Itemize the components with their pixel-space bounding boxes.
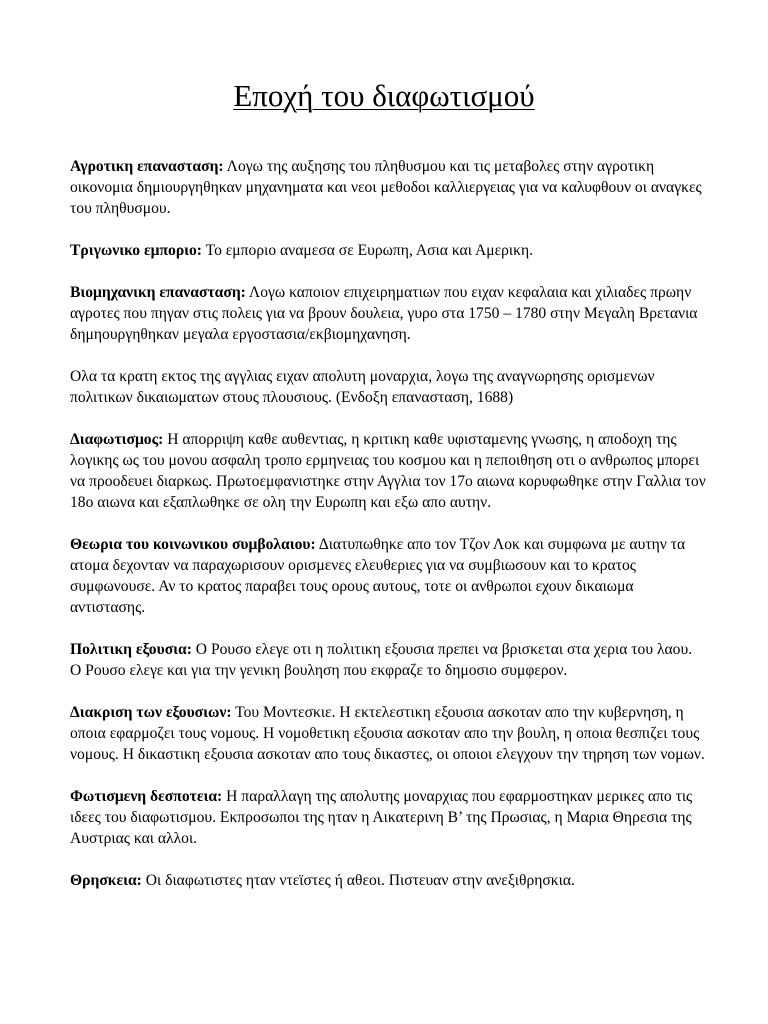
term-label: Θρησκεια:	[70, 872, 142, 889]
document-body	[70, 156, 706, 912]
document-title: Εποχή του διαφωτισμού	[233, 78, 535, 113]
paragraph-separation-of-powers	[70, 702, 706, 765]
paragraph-text: Η απορριψη καθε αυθεντιας, η κριτικη καθε υφισταμενης γνωσης, η αποδοχη της λογικης ως του μονου ασφαλη τροπο ερμηνειας του κοσμου και η πεποιθηση οτι ο ανθρωπος μπορει να προοδευει διαρκως. Πρωτοεμφανιστηκε στην Αγγλια τον 17ο αιωνα κορυφωθηκε στην Γαλλια τον 18ο αιωνα και εξαπλωθηκε σε ολη την Ευρωπη και εξω απο αυτην.	[70, 431, 706, 511]
paragraph-religion	[70, 870, 706, 891]
term-label: Πολιτικη εξουσια:	[70, 641, 192, 658]
term-label: Βιομηχανικη επανασταση:	[70, 284, 246, 301]
term-label: Διαφωτισμος:	[70, 431, 164, 448]
term-label: Αγροτικη επανασταση:	[70, 158, 224, 175]
paragraph-text: Ολα τα κρατη εκτος της αγγλιας ειχαν απολυτη μοναρχια, λογω της αναγνωρησης ορισμενων πολιτικων δικαιωματων στους πλουσιους. (Ενδοξη επανασταση, 1688)	[70, 368, 655, 406]
term-label: Θεωρια του κοινωνικου συμβολαιου:	[70, 536, 316, 553]
paragraph-text: Οι διαφωτιστες ηταν ντεϊστες ή αθεοι. Πιστευαν στην ανεξιθρησκια.	[141, 872, 575, 889]
paragraph-text: Λογω καποιον επιχειρηματιων που ειχαν κεφαλαια και χιλιαδες πρωην αγροτες που πηγαν στις πολεις για να βρουν δουλεια, γυρο στα 1750 – 1780 στην Μεγαλη Βρετανια δημηουργηθηκαν μεγαλα εργοστασια/εκβιομηχανηση.	[70, 284, 698, 343]
paragraph-political-power	[70, 639, 706, 681]
paragraph-enlightened-despotism	[70, 786, 706, 849]
paragraph-absolute-monarchy	[70, 366, 706, 408]
paragraph-text: Του Μοντεσκιε. Η εκτελεστικη εξουσια ασκοταν απο την κυβερνηση, η οποια εφαρμοζει τους νομους. Η νομοθετικη εξουσια ασκοταν απο την βουλη, η οποια θεσπιζει τους νομους. Η δικαστικη εξουσια ασκοταν απο τους δικαστες, οι οποιοι ελεγχουν την τηρηση των νομων.	[70, 704, 705, 763]
paragraph-text: Η παραλλαγη της απολυτης μοναρχιας που εφαρμοστηκαν μερικες απο τις ιδεες του διαφωτισμου. Εκπροσωποι της ηταν η Αικατερινη Β’ της Πρωσιας, η Μαρια Θηρεσια της Αυστριας και αλλοι.	[70, 788, 693, 847]
paragraph-agricultural-revolution	[70, 156, 706, 219]
paragraph-text: Διατυπωθηκε απο τον Τζον Λοκ και συμφωνα με αυτην τα ατομα δεχονταν να παραχωρισουν ορισμενες ελευθεριες για να συμβιωσουν και το κρατος συμφωνουσε. Αν το κρατος παραβει τους ορους αυτους, τοτε οι ανθρωποι εχουν δικαιωμα αντιστασης.	[70, 536, 686, 616]
paragraph-triangular-trade	[70, 240, 706, 261]
paragraph-text: Το εμποριο αναμεσα σε Ευρωπη, Ασια και Αμερικη.	[202, 242, 534, 259]
term-label: Διακριση των εξουσιων:	[70, 704, 232, 721]
term-label: Φωτισμενη δεσποτεια:	[70, 788, 223, 805]
paragraph-text: Ο Ρουσο ελεγε οτι η πολιτικη εξουσια πρεπει να βρισκεται στα χερια του λαου. Ο Ρουσο ελεγε και για την γενικη βουληση που εκφραζε το δημοσιο συμφερον.	[70, 641, 693, 679]
paragraph-social-contract	[70, 534, 706, 618]
paragraph-enlightenment	[70, 429, 706, 513]
paragraph-industrial-revolution	[70, 282, 706, 345]
paragraph-text: Λογω της αυξησης του πληθυσμου και τις μεταβολες στην αγροτικη οικονομια δημιουργηθηκαν μηχανηματα και νεοι μεθοδοι καλλιεργειας για να καλυφθουν οι αναγκες του πληθυσμου.	[70, 158, 702, 217]
term-label: Τριγωνικο εμποριο:	[70, 242, 202, 259]
